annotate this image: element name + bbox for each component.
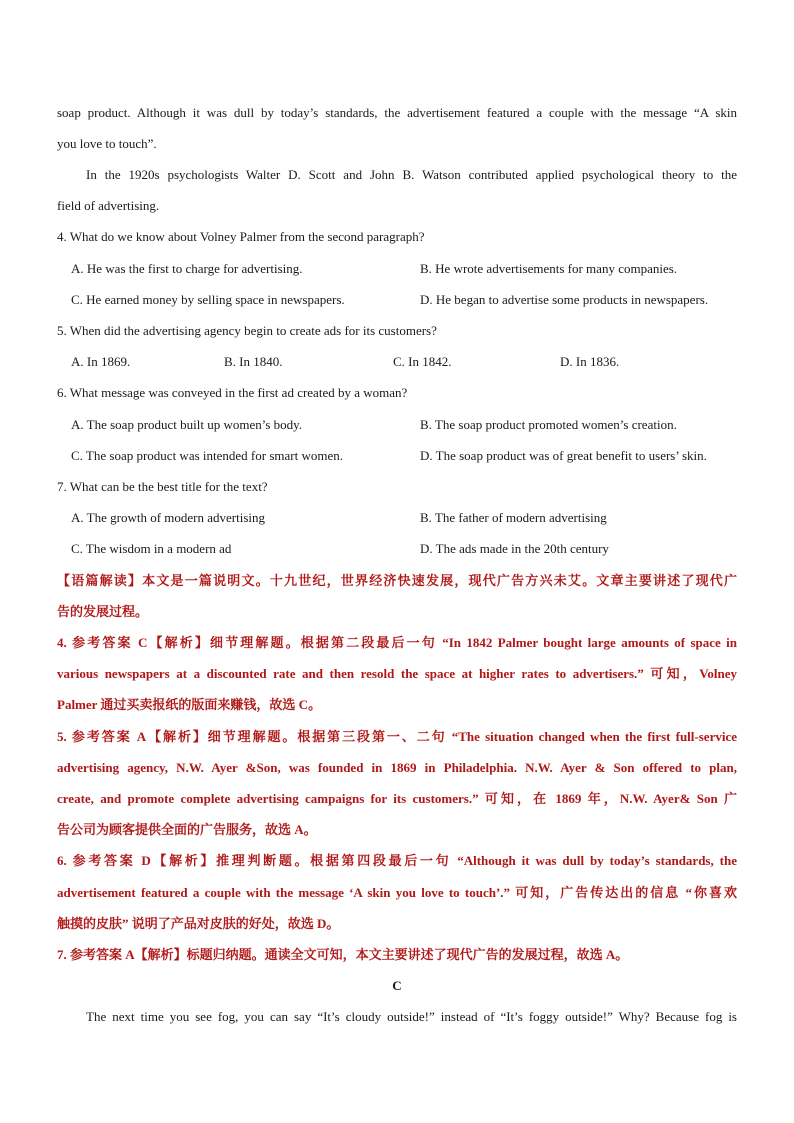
passage-paragraph: In the 1920s psychologists Walter D. Scott and John B. Watson contributed applied psychological theory to the <box>86 167 737 182</box>
option-d: D. He began to advertise some products in newspapers. <box>420 292 709 307</box>
analysis-intro: 告的发展过程。 <box>57 604 149 619</box>
option-d: D. The ads made in the 20th century <box>420 541 609 556</box>
section-heading: C <box>392 978 402 993</box>
option-d: D. The soap product was of great benefit to users’ skin. <box>420 448 707 463</box>
passage-line: field of advertising. <box>57 198 160 213</box>
answer-4: various newspapers at a discounted rate and then resold the space at higher rates to advertisers.” 可知，Volney <box>57 666 737 681</box>
answer-7: 7. 参考答案 A【解析】标题归纳题。通读全文可知，本文主要讲述了现代广告的发展过程，故选 A。 <box>57 947 629 962</box>
answer-6: 6. 参考答案 D【解析】推理判断题。根据第四段最后一句 “Although it was dull by today’s standards, the <box>57 853 737 868</box>
question-stem: 5. When did the advertising agency begin to create ads for its customers? <box>57 323 437 338</box>
answer-5: create, and promote complete advertising campaigns for its customers.” 可知，在 1869 年，N.W. Ayer& Son 广 <box>57 791 737 806</box>
answer-5: advertising agency, N.W. Ayer &Son, was founded in 1869 in Philadelphia. N.W. Ayer & Son offered to plan, <box>57 760 737 775</box>
question-stem: 4. What do we know about Volney Palmer from the second paragraph? <box>57 229 425 244</box>
answer-4: Palmer 通过买卖报纸的版面来赚钱，故选 C。 <box>57 697 322 712</box>
option-b: B. He wrote advertisements for many companies. <box>420 261 678 276</box>
option-c: C. In 1842. <box>393 354 452 369</box>
answer-6: 触摸的皮肤” 说明了产品对皮肤的好处，故选 D。 <box>57 916 340 931</box>
answer-5: 5. 参考答案 A【解析】细节理解题。根据第三段第一、二句 “The situation changed when the first full-service <box>57 729 737 744</box>
answer-4: 4. 参考答案 C【解析】细节理解题。根据第二段最后一句 “In 1842 Palmer bought large amounts of space in <box>57 635 737 650</box>
option-a: A. The growth of modern advertising <box>71 510 265 525</box>
question-stem: 7. What can be the best title for the text? <box>57 479 268 494</box>
passage-line: soap product. Although it was dull by today’s standards, the advertisement featured a couple with the message “A skin <box>57 105 737 120</box>
option-b: B. In 1840. <box>224 354 283 369</box>
option-c: C. The soap product was intended for smart women. <box>71 448 343 463</box>
answer-5: 告公司为顾客提供全面的广告服务，故选 A。 <box>57 822 317 837</box>
option-b: B. The soap product promoted women’s creation. <box>420 417 677 432</box>
option-d: D. In 1836. <box>560 354 620 369</box>
option-a: A. The soap product built up women’s body. <box>71 417 303 432</box>
option-a: A. He was the first to charge for advertising. <box>71 261 303 276</box>
analysis-intro: 【语篇解读】本文是一篇说明文。十九世纪，世界经济快速发展，现代广告方兴未艾。文章主要讲述了现代广 <box>57 573 737 588</box>
answer-6: advertisement featured a couple with the message ‘A skin you love to touch’.” 可知，广告传达出的信息 “你喜欢 <box>57 885 737 900</box>
option-c: C. He earned money by selling space in newspapers. <box>71 292 345 307</box>
passage-line: you love to touch”. <box>57 136 157 151</box>
question-stem: 6. What message was conveyed in the first ad created by a woman? <box>57 385 408 400</box>
option-c: C. The wisdom in a modern ad <box>71 541 232 556</box>
passage-paragraph: The next time you see fog, you can say “It’s cloudy outside!” instead of “It’s foggy outside!” Why? Because fog is <box>86 1009 737 1024</box>
option-a: A. In 1869. <box>71 354 131 369</box>
option-b: B. The father of modern advertising <box>420 510 607 525</box>
